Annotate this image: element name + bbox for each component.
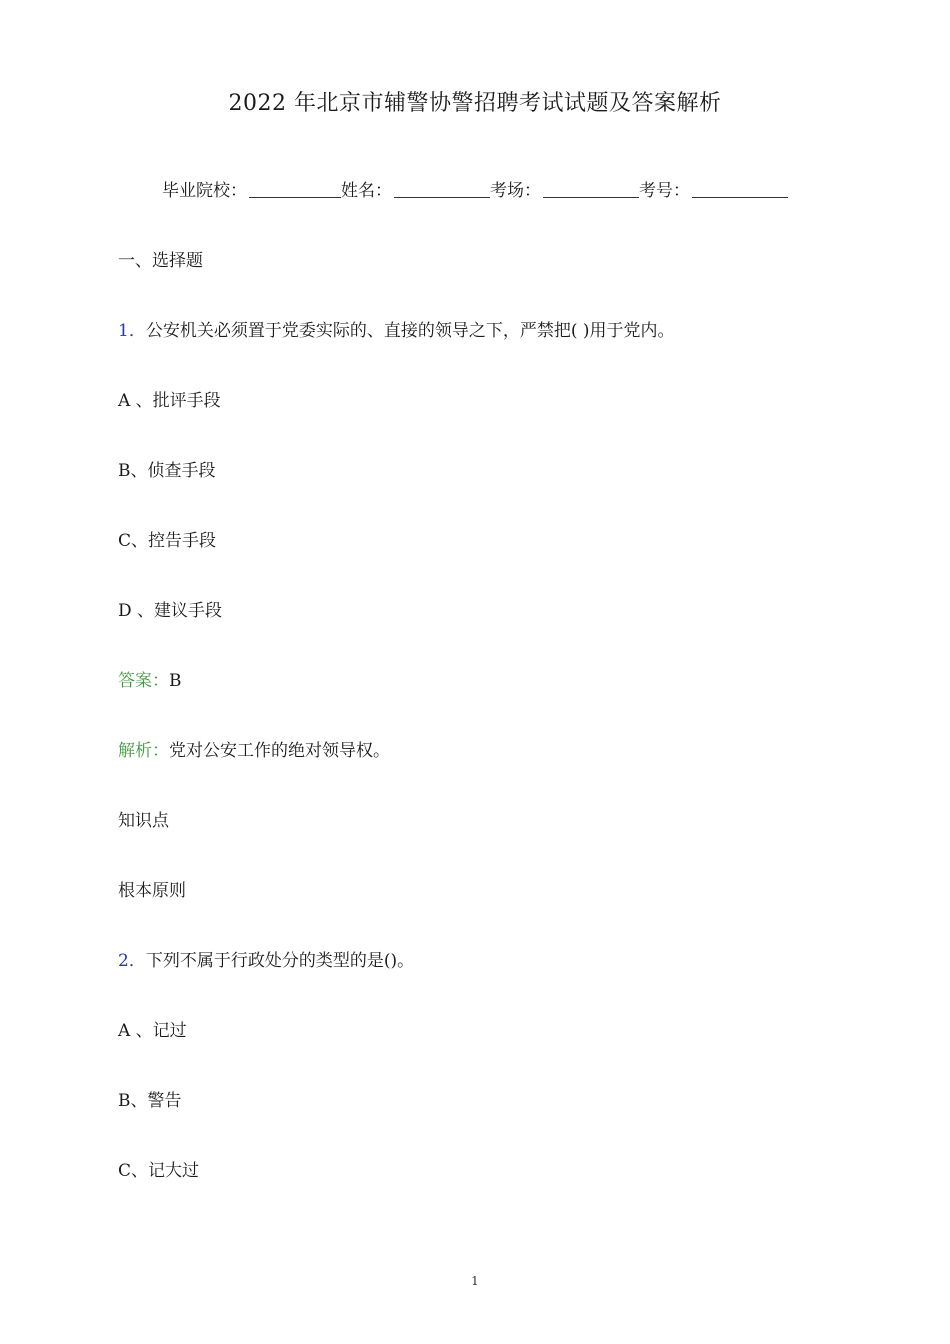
option-c: C、记大过 — [118, 1161, 200, 1181]
analysis-text: 党对公安工作的绝对领导权。 — [169, 741, 390, 761]
page-number: 1 — [471, 1274, 479, 1288]
question-number: 2． — [118, 951, 146, 971]
question-1 — [118, 316, 675, 341]
name-label: 姓名： — [341, 181, 392, 201]
question-number: 1． — [118, 321, 146, 341]
name-blank — [394, 181, 490, 198]
answer-value: B — [169, 671, 182, 691]
knowledge-point-value: 根本原则 — [118, 881, 186, 901]
school-blank — [249, 181, 341, 198]
knowledge-point-label: 知识点 — [118, 811, 169, 831]
room-blank — [543, 181, 639, 198]
question-text: 下列不属于行政处分的类型的是()。 — [145, 951, 415, 971]
number-label: 考号： — [639, 181, 690, 201]
option-a: A 、记过 — [118, 1021, 187, 1041]
option-b: B、侦查手段 — [118, 461, 216, 481]
question-text: 公安机关必须置于党委实际的、直接的领导之下，严禁把( )用于党内。 — [145, 321, 675, 341]
question-2 — [118, 946, 414, 971]
analysis-label: 解析： — [118, 741, 169, 761]
room-label: 考场： — [490, 181, 541, 201]
option-b: B、警告 — [118, 1091, 182, 1111]
school-label: 毕业院校： — [162, 181, 247, 201]
number-blank — [692, 181, 788, 198]
exam-info-row — [162, 176, 788, 201]
option-a: A 、批评手段 — [118, 391, 221, 411]
analysis-line — [118, 736, 390, 761]
page-title: 2022 年北京市辅警协警招聘考试试题及答案解析 — [228, 91, 722, 116]
answer-line — [118, 666, 182, 691]
option-c: C、控告手段 — [118, 531, 217, 551]
section-heading: 一、选择题 — [118, 251, 203, 271]
answer-label: 答案： — [118, 671, 169, 691]
option-d: D 、建议手段 — [118, 601, 223, 621]
